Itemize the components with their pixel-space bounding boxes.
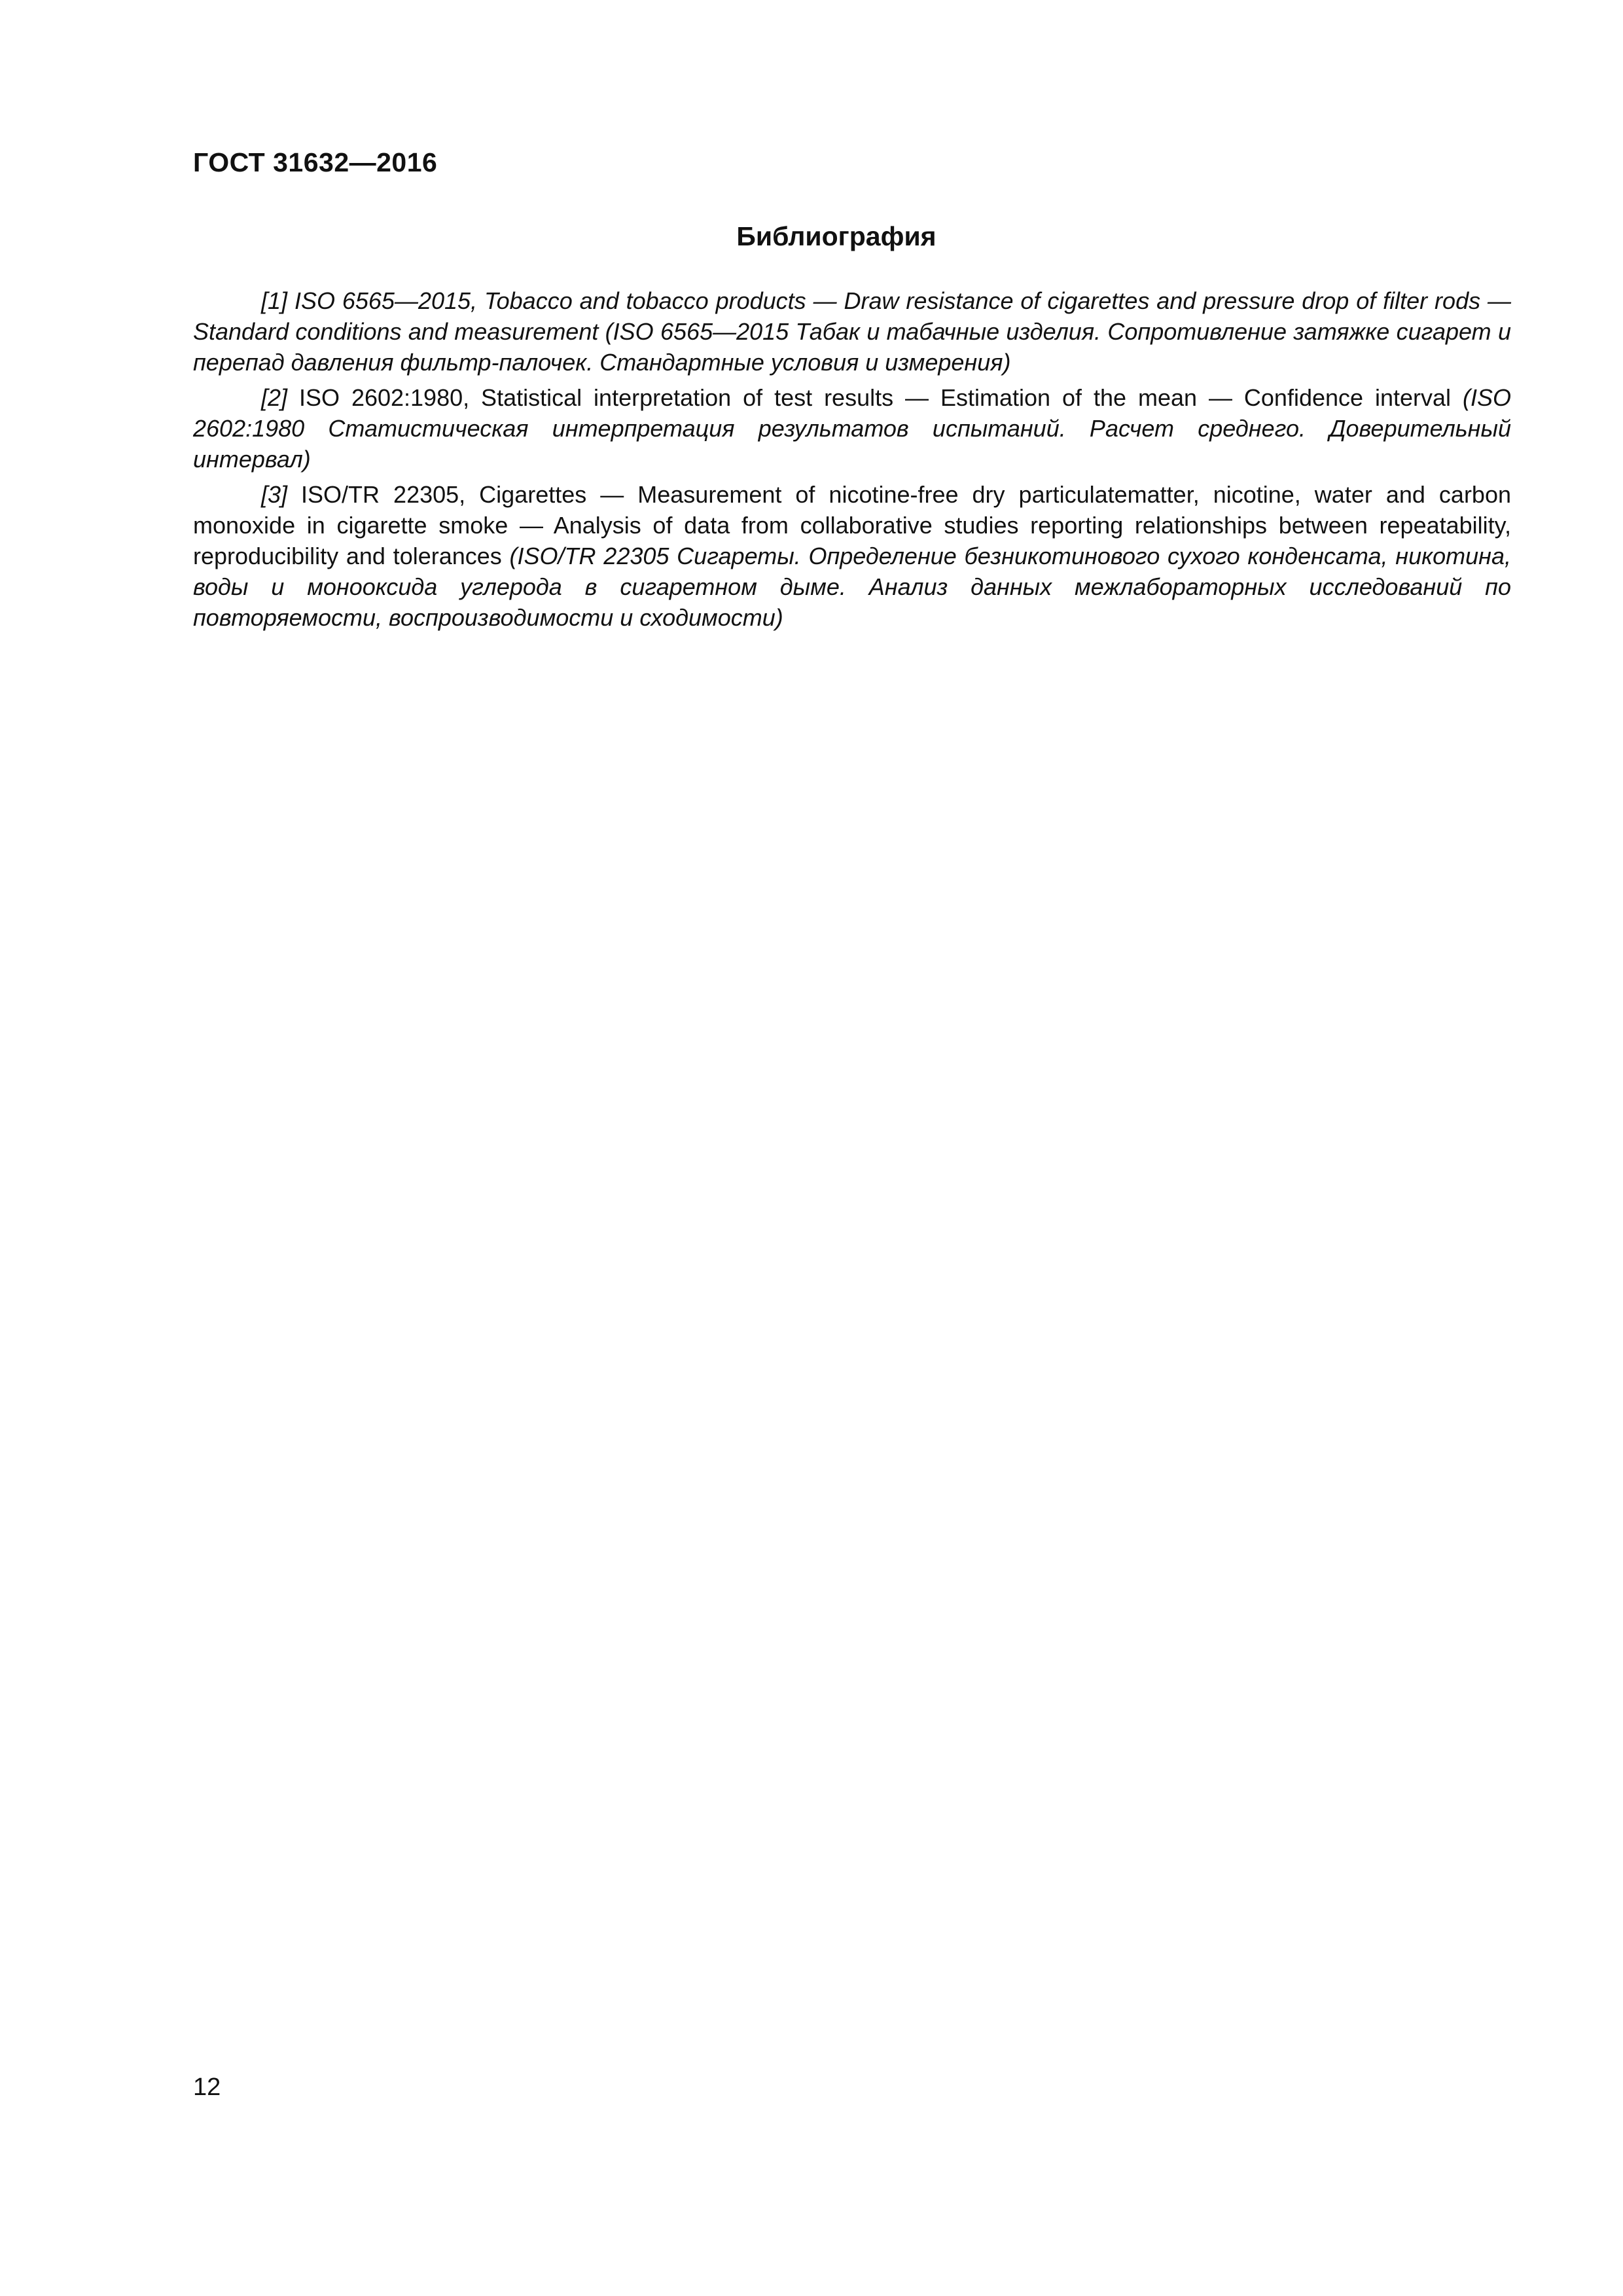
bibliography-entry (193, 285, 1511, 378)
section-title: Библиография (736, 221, 936, 251)
entry-translation: ISO 6565—2015, Tobacco and tobacco products — Draw resistance of cigarettes and pressure drop of filter rods — Standard conditions and measurement (ISO 6565—2015 Табак и табачные изделия. Сопротивление затяжке сигарет и перепад давления фильтр-палочек. Стандартные условия и измерения) (193, 287, 1511, 376)
entry-number: [3] (261, 481, 288, 508)
entry-translation: (ISO 2602:1980 Статистическая интерпретация результатов испытаний. Расчет среднего. Доверительный интервал) (193, 384, 1511, 473)
bibliography-list (193, 285, 1511, 637)
document-header: ГОСТ 31632—2016 (193, 147, 438, 177)
bibliography-entry (193, 382, 1511, 475)
entry-translation: (ISO/TR 22305 Сигареты. Определение безникотинового сухого конденсата, никотина, воды и монооксида углерода в сигаретном дыме. Анализ данных межлабораторных исследований по повторяемости, воспроизводимости и сходимости) (193, 543, 1511, 631)
entry-number: [2] (261, 384, 288, 411)
entry-number: [1] (261, 287, 288, 314)
bibliography-entry (193, 479, 1511, 633)
entry-text: ISO 2602:1980, Statistical interpretation of test results — Estimation of the mean — Confidence interval (287, 384, 1463, 411)
entry-text: ISO/TR 22305, Cigarettes — Measurement of nicotine-free dry particulatematter, nicotine, water and carbon monoxide in cigarette smoke — Analysis of data from collaborative studies reporting relationships between repeatability, reproducibility and tolerances (193, 481, 1511, 569)
page-number: 12 (193, 2073, 221, 2101)
